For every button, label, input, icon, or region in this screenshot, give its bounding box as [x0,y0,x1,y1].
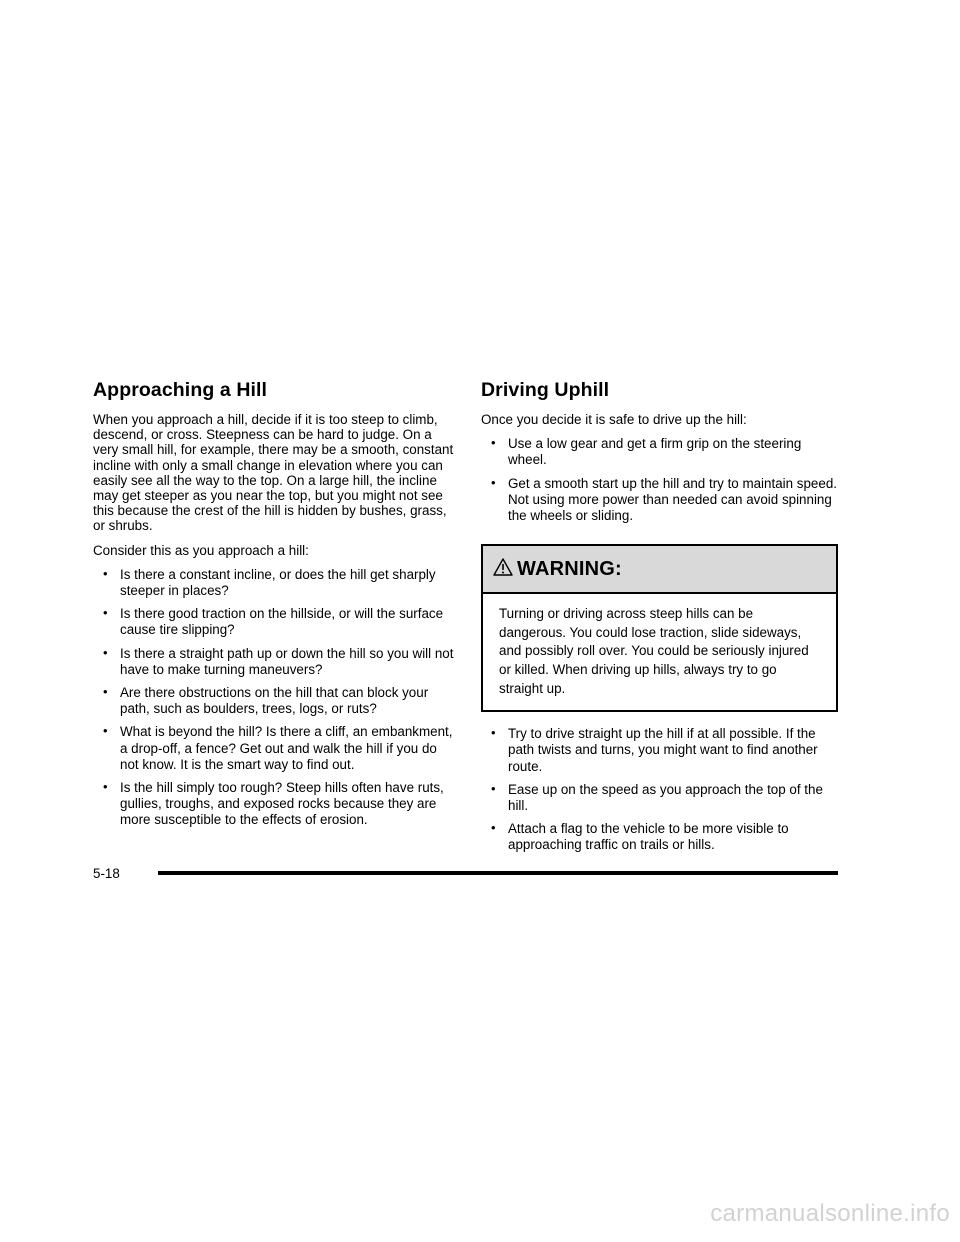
list-item: • Are there obstructions on the hill that can block your path, such as boulders, trees, logs, or ruts? [103,684,429,717]
right-column [481,379,838,861]
lead-paragraph: Consider this as you approach a hill: [93,542,309,558]
bullet-icon: • [103,565,108,581]
list-item: • Is the hill simply too rough? Steep hills often have ruts, gullies, troughs, and exposed rocks because they are more susceptible to the effects of erosion. [103,779,444,828]
list-item: • Attach a flag to the vehicle to be more visible to approaching traffic on trails or hills. [491,820,789,853]
bullet-icon: • [491,435,496,451]
bullet-icon: • [491,780,496,796]
bullet-icon: • [103,644,108,660]
uphill-steps [481,436,838,524]
bullet-icon: • [103,723,108,739]
bullet-icon: • [103,605,108,621]
list-item: • Is there a straight path up or down the hill so you will not have to make turning maneuvers? [103,644,454,677]
list-item: • Ease up on the speed as you approach the top of the hill. [491,780,823,813]
intro-paragraph: When you approach a hill, decide if it is too steep to climb, descend, or cross. Steepness can be hard to judge. On a very small hill, for example, there may be a smooth, constant incline with only a small change in elevation where you can easily see all the way to the top. On a large hill, the incline may get steeper as you near the top, but you might not see this because the crest of the hill is hidden by bushes, grass, or shrubs. [93,412,454,534]
watermark: carmanualsonline.info [710,1200,950,1227]
warning-triangle-icon [493,557,513,577]
bullet-icon: • [491,474,496,490]
uphill-tips [481,726,838,853]
warning-text: Turning or driving across steep hills can be dangerous. You could lose traction, slide sideways, and possibly roll over. You could be seriously injured or killed. When driving up hills, always try to go straight up. [499,606,809,696]
warning-header [483,546,836,594]
warning-title: WARNING: [517,557,622,580]
warning-box [481,544,838,712]
list-item: • Get a smooth start up the hill and try to maintain speed. Not using more power than needed can avoid spinning the wheels or sliding. [491,474,837,524]
list-item: • Is there good traction on the hillside, or will the surface cause tire slipping? [103,605,444,638]
list-item: • Use a low gear and get a firm grip on the steering wheel. [491,435,802,468]
page-number: 5-18 [93,866,120,881]
footer-divider [158,871,838,875]
list-item: • What is beyond the hill? Is there a cliff, an embankment, a drop-off, a fence? Get out and walk the hill if you do not know. It is the smart way to find out. [103,723,453,772]
list-item: • Is there a constant incline, or does the hill get sharply steeper in places? [103,565,436,599]
section-heading-approaching-hill: Approaching a Hill [93,379,268,401]
bullet-icon: • [491,820,496,836]
left-column [93,379,455,836]
section-heading-driving-uphill: Driving Uphill [481,379,610,401]
bullet-icon: • [103,779,108,795]
list-item: • Try to drive straight up the hill if at all possible. If the path twists and turns, you might want to find another route. [491,725,818,774]
bullet-icon: • [103,684,108,700]
bullet-icon: • [491,725,496,741]
lead-paragraph: Once you decide it is safe to drive up the hill: [481,412,747,427]
hill-checklist [93,567,455,829]
